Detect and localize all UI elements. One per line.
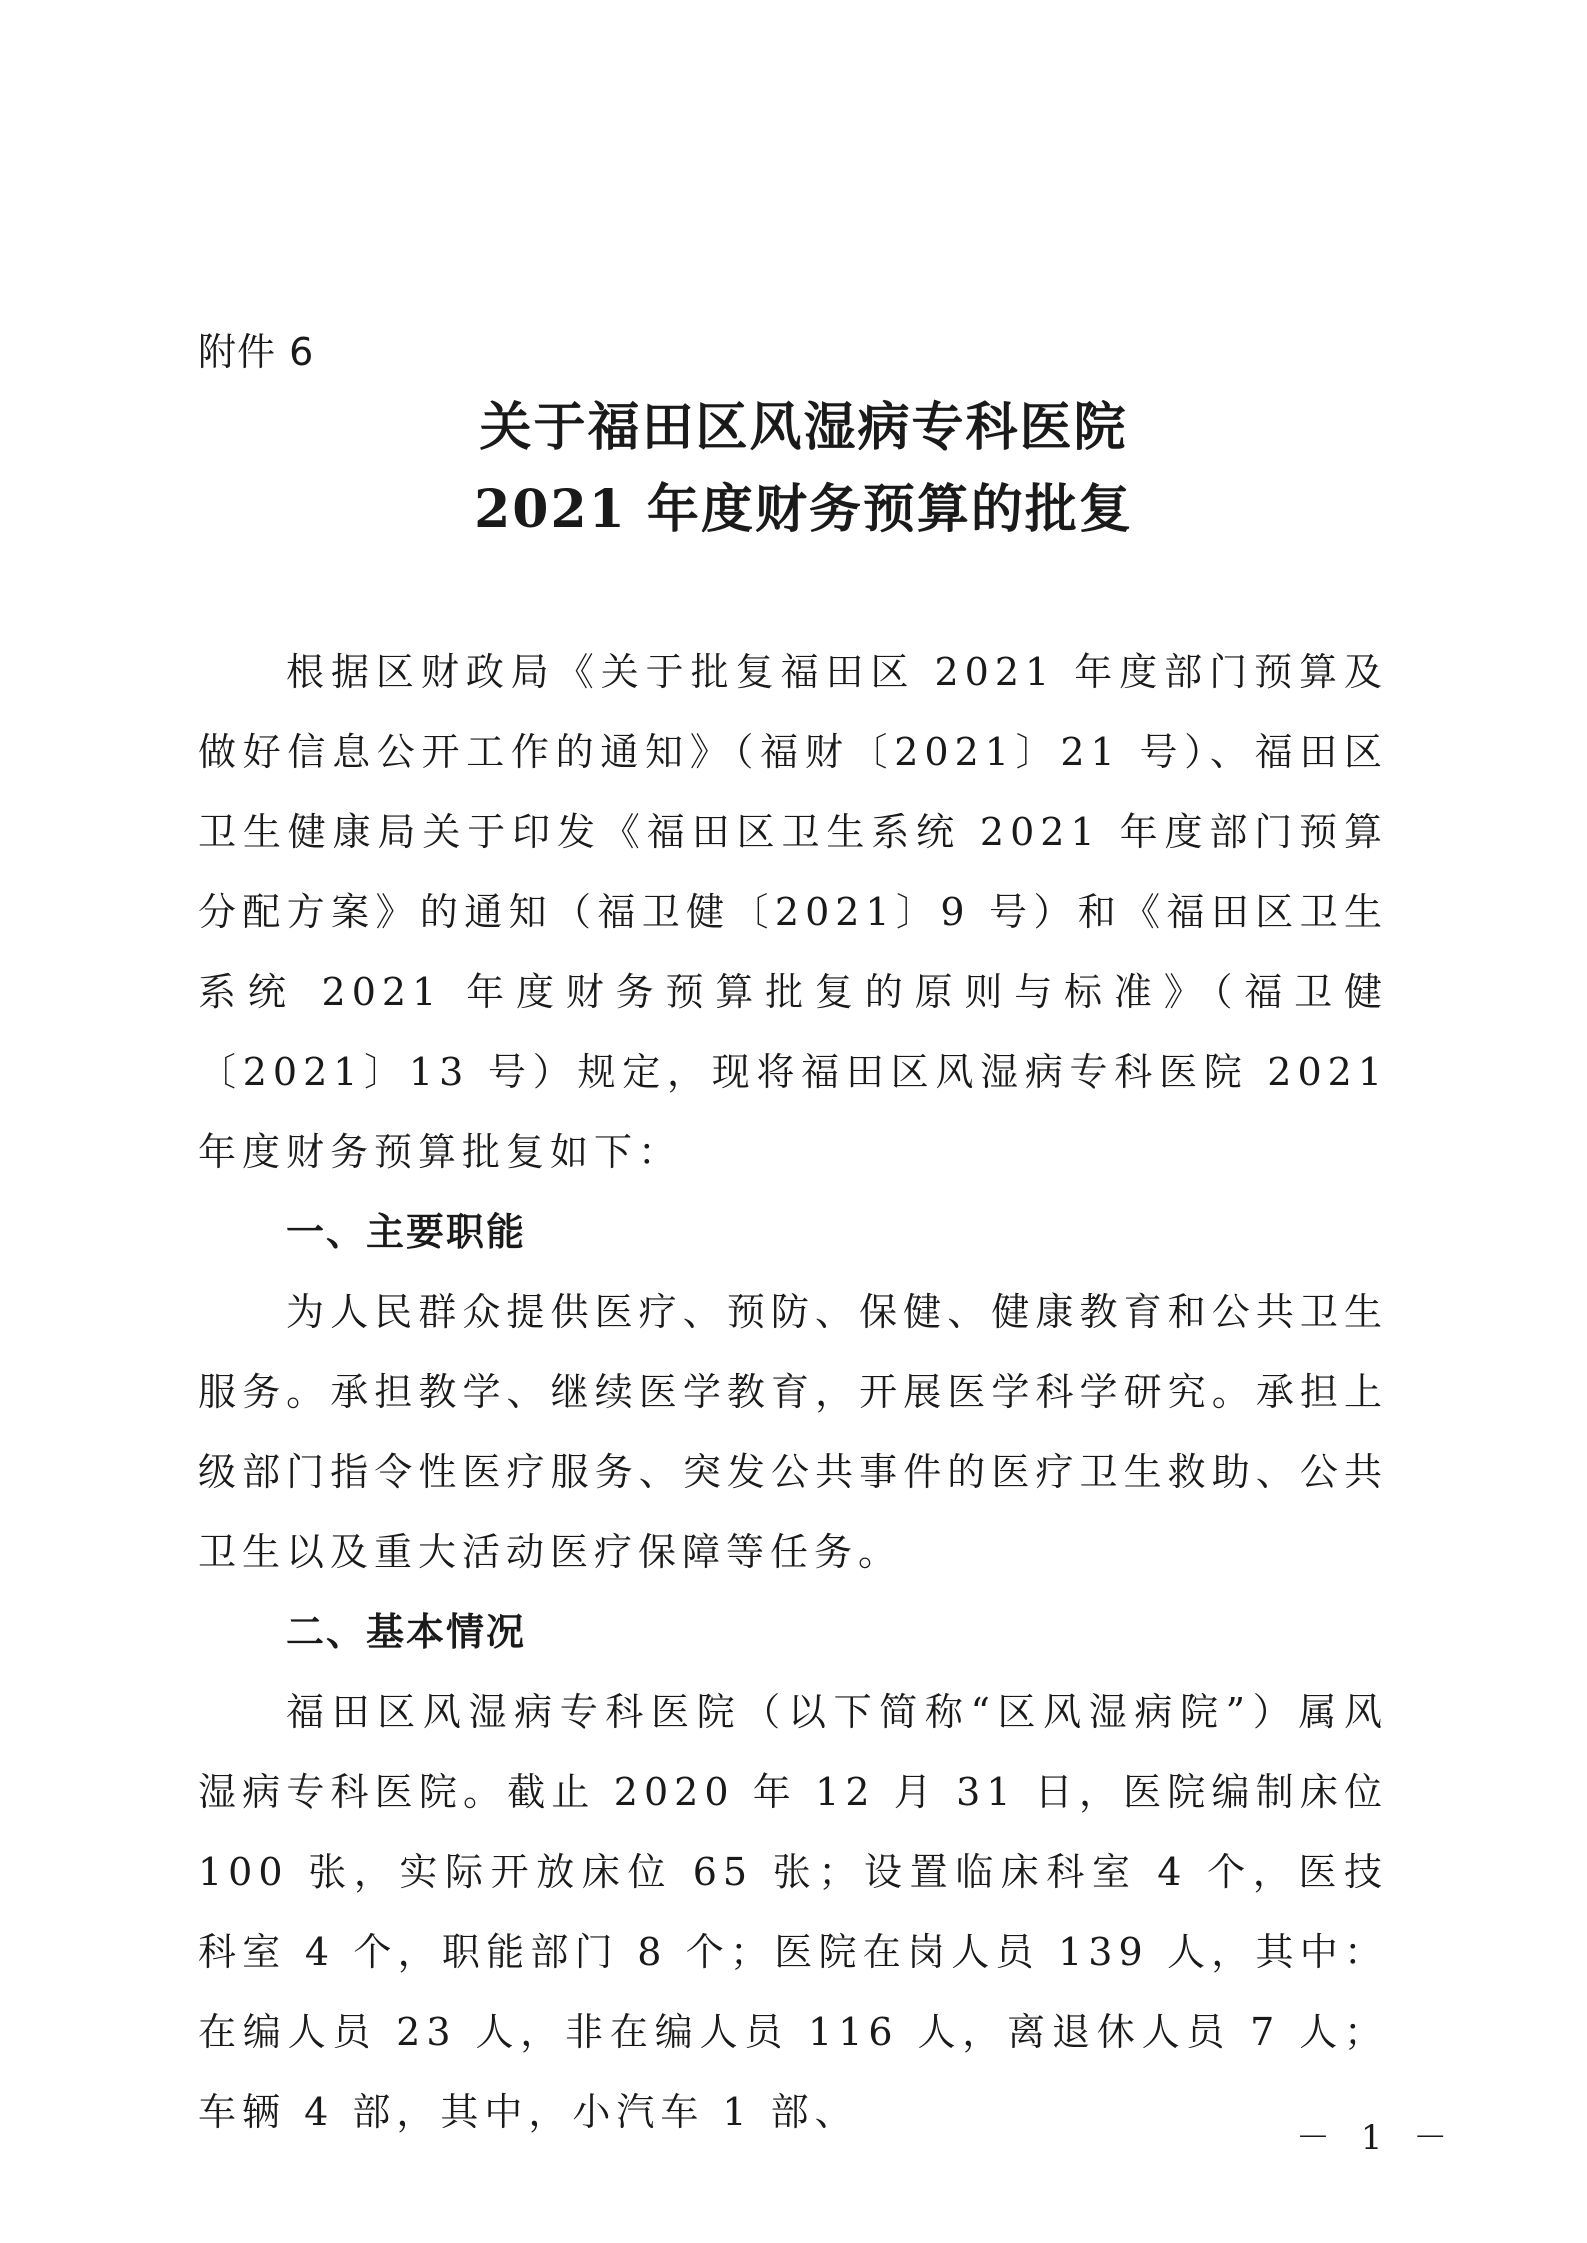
basic-situation-paragraph: 福田区风湿病专科医院（以下简称“区风湿病院”）属风湿病专科医院。截止 2020 年 12 月 31 日，医院编制床位 100 张，实际开放床位 65 张；设置临床科室 4 个，医技科室 4 个，职能部门 8 个；医院在岗人员 139 人，其中：在编人员 23 人，非在编人员 116 人，离退休人员 7 人；车辆 4 部，其中，小汽车 1 部、 bbox=[198, 1690, 1388, 2134]
page-number: － 1 － bbox=[1296, 2118, 1458, 2158]
section-heading-basic-situation: 二、基本情况 bbox=[286, 1610, 527, 1654]
attachment-label: 附件 6 bbox=[198, 330, 315, 374]
section-heading-main-functions: 一、主要职能 bbox=[286, 1210, 527, 1254]
document-title-line-1: 关于福田区风湿病专科医院 bbox=[479, 397, 1128, 458]
main-functions-paragraph: 为人民群众提供医疗、预防、保健、健康教育和公共卫生服务。承担教学、继续医学教育，开展医学科学研究。承担上级部门指令性医疗服务、突发公共事件的医疗卫生救助、公共卫生以及重大活动医疗保障等任务。 bbox=[198, 1290, 1388, 1574]
intro-paragraph: 根据区财政局《关于批复福田区 2021 年度部门预算及做好信息公开工作的通知》（福财〔2021〕21 号）、福田区卫生健康局关于印发《福田区卫生系统 2021 年度部门预算分配方案》的通知（福卫健〔2021〕9 号）和《福田区卫生系统 2021 年度财务预算批复的原则与标准》（福卫健〔2021〕13 号）规定，现将福田区风湿病专科医院 2021 年度财务预算批复如下： bbox=[198, 650, 1388, 1174]
document-body bbox=[198, 632, 1388, 2152]
document-title-line-2: 2021 年度财务预算的批复 bbox=[474, 479, 1133, 540]
